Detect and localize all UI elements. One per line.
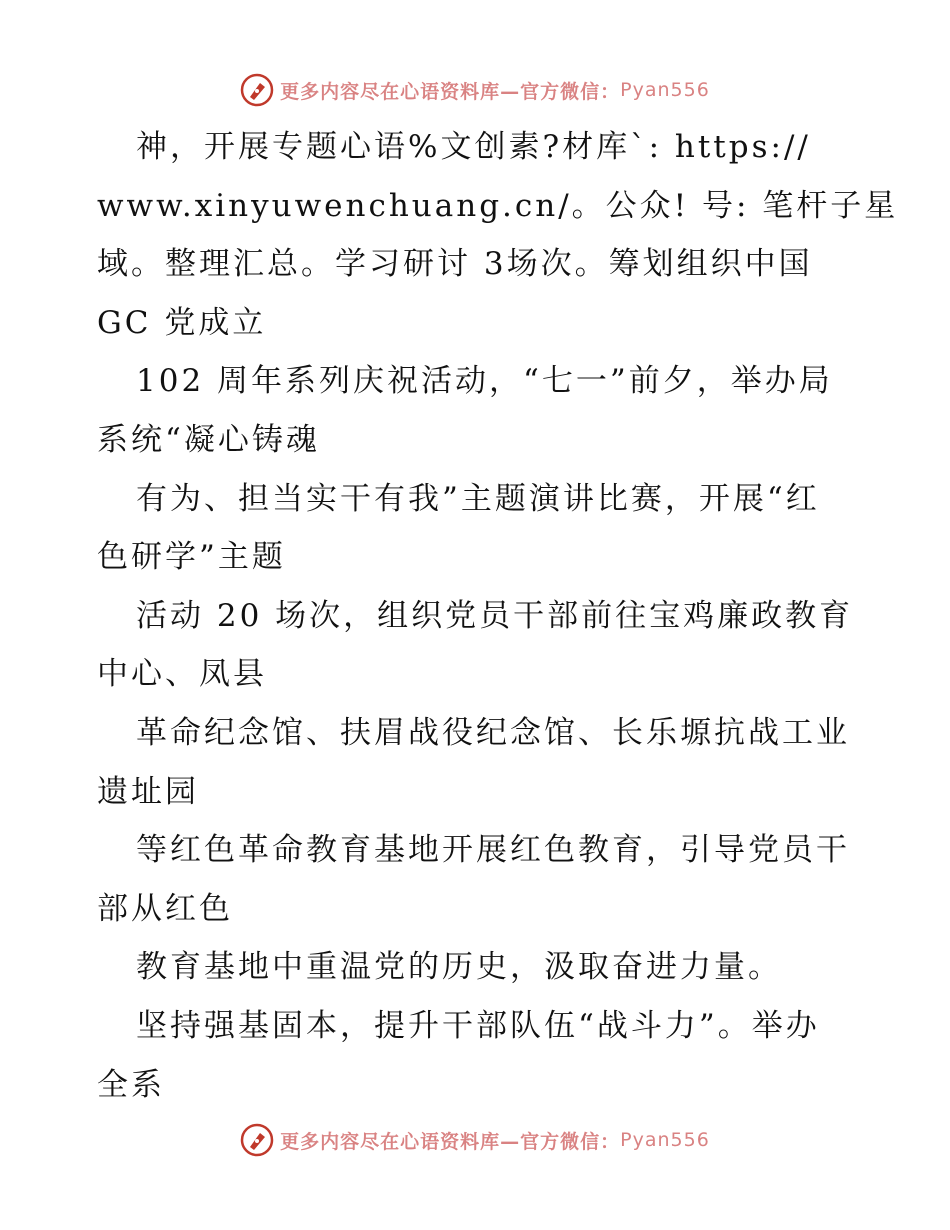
watermark-id: Pyan556 xyxy=(620,79,710,101)
text-line: GC 党成立 xyxy=(97,304,267,341)
text-line: 部从红色 xyxy=(97,890,233,927)
text-line: 有为、担当实干有我”主题演讲比赛，开展“红 xyxy=(136,480,820,517)
text-line: 遗址园 xyxy=(97,773,199,810)
pen-nib-logo-icon xyxy=(240,73,274,107)
watermark-id: Pyan556 xyxy=(620,1129,710,1151)
text-line: 中心、凤县 xyxy=(97,656,267,693)
document-body xyxy=(97,118,899,1114)
text-line: 色研学”主题 xyxy=(97,539,286,576)
text-line: 全系 xyxy=(97,1066,165,1103)
pen-nib-logo-icon xyxy=(240,1123,274,1157)
watermark-text: 更多内容尽在心语资料库—官方微信： xyxy=(280,80,621,103)
text-line: 坚持强基固本，提升干部队伍“战斗力”。举办 xyxy=(136,1007,820,1044)
text-line: 活动 20 场次，组织党员干部前往宝鸡廉政教育 xyxy=(136,597,854,634)
text-line: 域。整理汇总。学习研讨 3场次。筹划组织中国 xyxy=(97,246,813,283)
text-line: 等红色革命教育基地开展红色教育，引导党员干 xyxy=(136,832,850,869)
text-line: www.xinyuwenchuang.cn/。公众! 号: 笔杆子星 xyxy=(97,187,899,224)
text-line: 教育基地中重温党的历史，汲取奋进力量。 xyxy=(136,949,782,986)
text-line: 革命纪念馆、扶眉战役纪念馆、长乐塬抗战工业 xyxy=(136,714,850,751)
text-line: 系统“凝心铸魂 xyxy=(97,421,320,458)
footer-watermark xyxy=(0,1120,950,1160)
watermark-text: 更多内容尽在心语资料库—官方微信： xyxy=(280,1130,621,1153)
text-line: 102 周年系列庆祝活动，“七一”前夕，举办局 xyxy=(136,363,833,400)
text-line: 神，开展专题心语%文创素?材库`: https:// xyxy=(136,129,811,165)
header-watermark xyxy=(0,70,950,110)
